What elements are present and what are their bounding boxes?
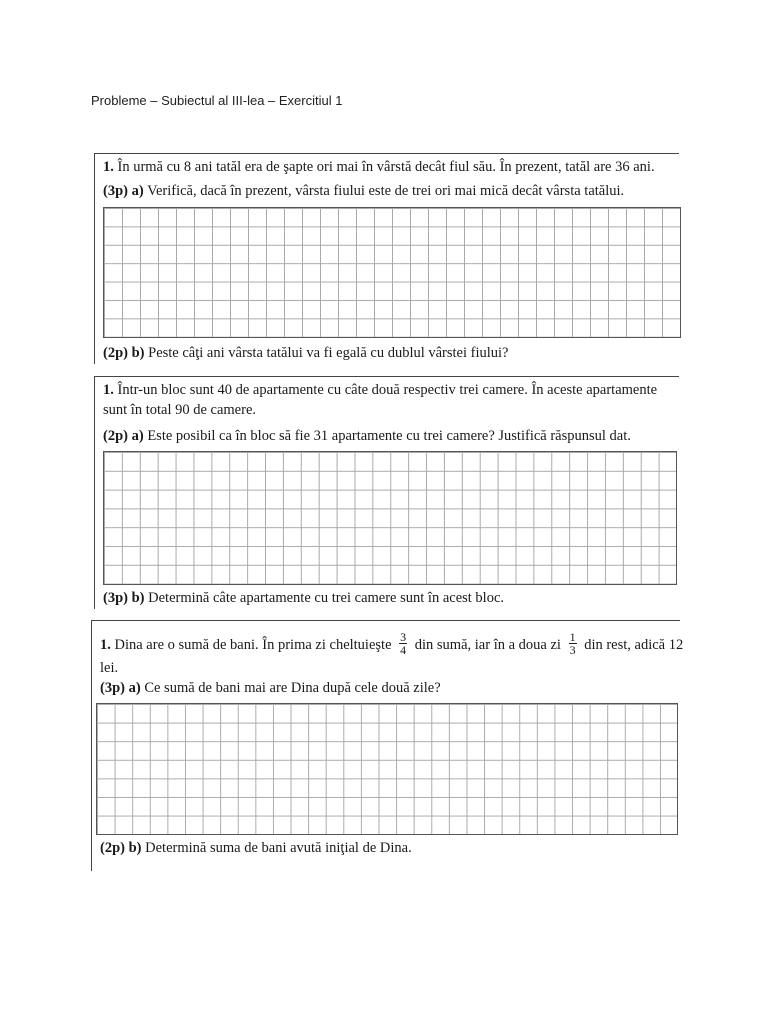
page-heading: Probleme – Subiectul al III-lea – Exercitiul 1 <box>91 93 343 108</box>
fraction-three-quarters: $\frac{3}{4}$ <box>400 630 407 657</box>
fraction-one-third: $\frac{1}{3}$ <box>569 630 576 657</box>
problem-number: 1. <box>103 159 114 175</box>
problem-card-2 <box>94 376 679 609</box>
answer-grid-3[interactable] <box>96 703 678 835</box>
answer-grid-1[interactable] <box>103 207 681 338</box>
problem-number: 1. <box>100 636 111 653</box>
problem-2-statement-line-1: 1. Într-un bloc sunt 40 de apartamente cu câte două respectiv trei camere. În aceste apartamente <box>103 382 658 398</box>
problem-2-statement-line-2: sunt în total 90 de camere. <box>103 402 257 418</box>
problem-card-3 <box>91 620 684 871</box>
problem-2-part-b: (3p) b) Determină câte apartamente cu trei camere sunt în acest bloc. <box>103 590 505 606</box>
problem-3-statement-line-1: 1. Dina are o sumă de bani. În prima zi cheltuieşte $\frac{3}{4}$ din sumă, iar în a doua zi $\frac{1}{3}$ din rest, adică 12 <box>100 630 684 657</box>
problem-1-part-a: (3p) a) Verifică, dacă în prezent, vârsta fiului este de trei ori mai mică decât vârsta tatălui. <box>103 183 625 199</box>
answer-grid-2[interactable] <box>103 451 677 585</box>
problem-card-1 <box>94 153 679 364</box>
problem-3-statement-line-2: lei. <box>100 660 119 676</box>
problem-number: 1. <box>103 382 114 398</box>
problem-1-part-b: (2p) b) Peste câţi ani vârsta tatălui va fi egală cu dublul vârstei fiului? <box>103 345 509 361</box>
problem-3-part-b: (2p) b) Determină suma de bani avută iniţial de Dina. <box>100 840 412 856</box>
problem-3-part-a: (3p) a) Ce sumă de bani mai are Dina după cele două zile? <box>100 680 441 696</box>
problem-1-statement: 1. În urmă cu 8 ani tatăl era de şapte ori mai în vârstă decât fiul său. În prezent, tatăl are 36 ani. <box>103 159 655 175</box>
problem-2-part-a: (2p) a) Este posibil ca în bloc să fie 31 apartamente cu trei camere? Justifică răspunsul dat. <box>103 428 631 444</box>
